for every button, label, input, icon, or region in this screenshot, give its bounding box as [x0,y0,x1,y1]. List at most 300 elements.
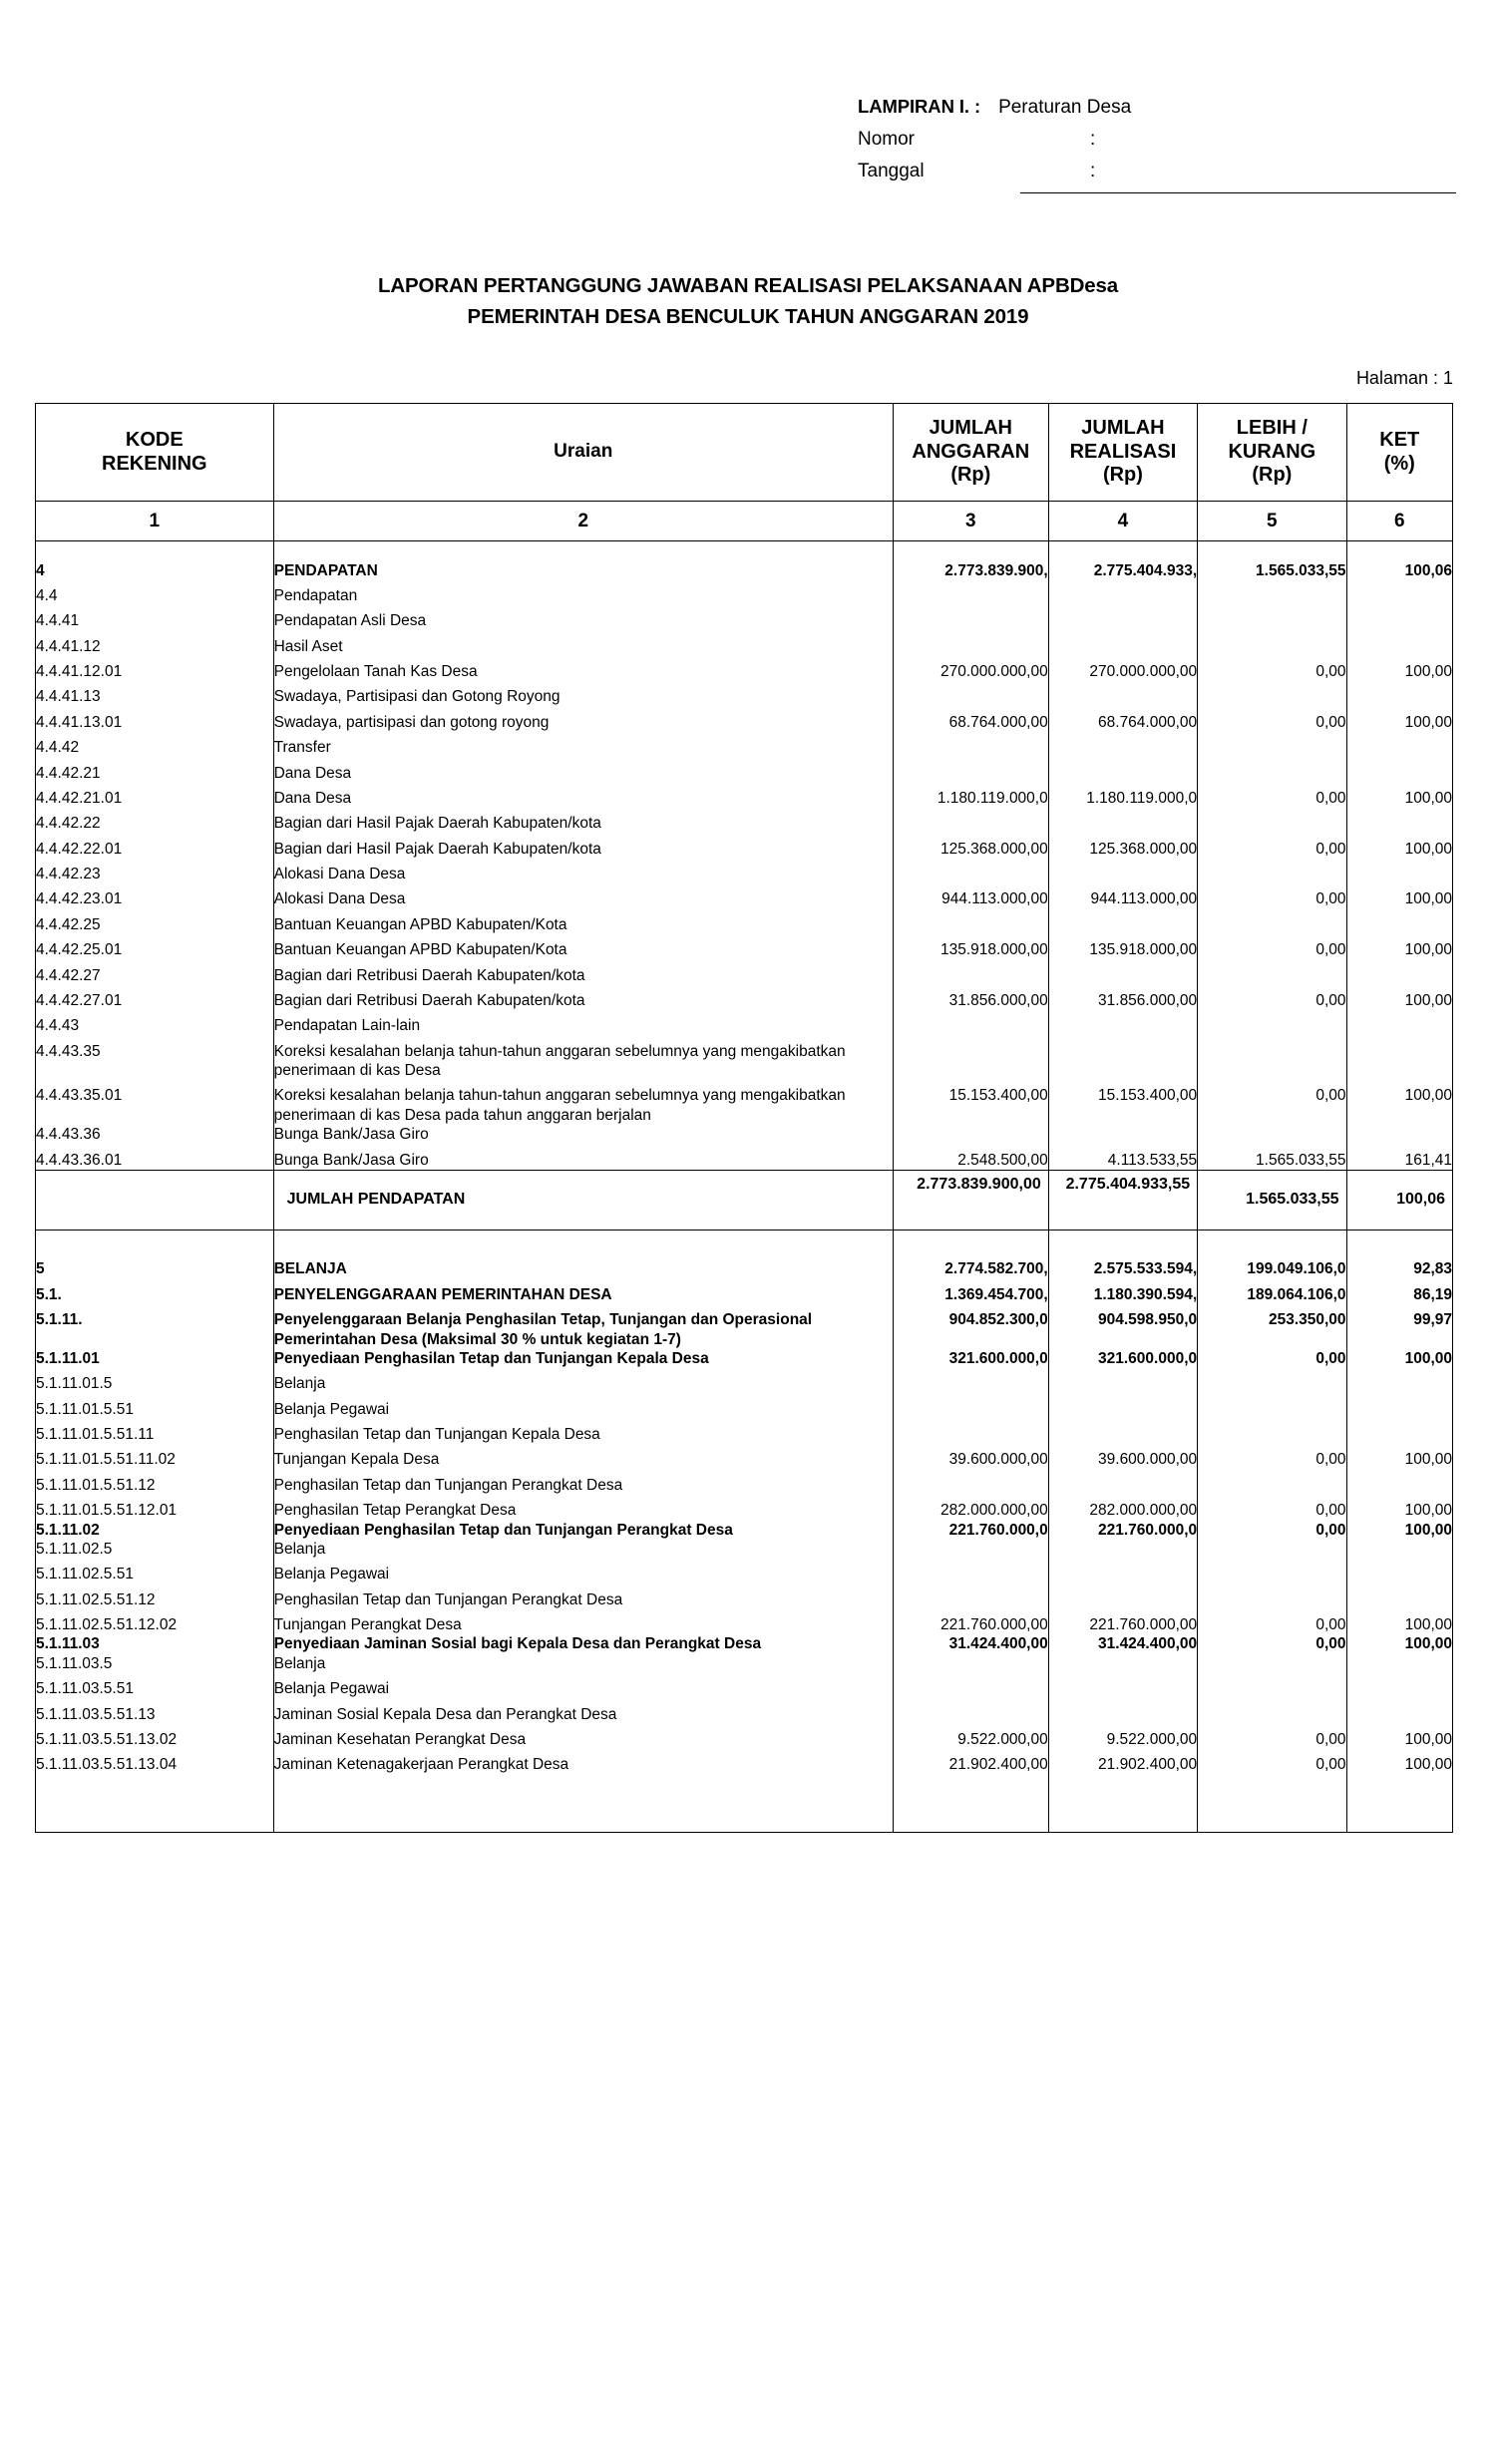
cell-ket-persen: 100,00 [1346,1080,1452,1125]
lampiran-label: LAMPIRAN I. : [858,96,981,117]
cell-jumlah-anggaran: 125.368.000,00 [893,834,1048,859]
cell-uraian: Pengelolaan Tanah Kas Desa [273,656,893,681]
cell-jumlah-realisasi [1048,960,1197,985]
cell-kode-rekening: 5.1.11.02.5.51.12 [36,1584,274,1609]
cell-kode-rekening: 5.1.11.02.5.51.12.02 [36,1609,274,1634]
cell-uraian: Bagian dari Hasil Pajak Daerah Kabupaten/kota [273,808,893,833]
cell-jumlah-anggaran [893,681,1048,706]
cell-ket-persen [1346,580,1452,605]
cell-kode-rekening: 4.4.42.25.01 [36,934,274,959]
cell-kode-rekening: 4.4.42.27.01 [36,985,274,1010]
cell-lebih-kurang: 0,00 [1198,707,1346,732]
cell-lebih-kurang [1198,605,1346,630]
cell-jumlah-anggaran: 21.902.400,00 [893,1749,1048,1774]
report-title-line-2: PEMERINTAH DESA BENCULUK TAHUN ANGGARAN 2019 [467,304,1029,328]
cell-ket-persen [1346,909,1452,934]
cell-lebih-kurang [1198,758,1346,783]
cell-uraian: Dana Desa [273,783,893,808]
cell-uraian: Penyediaan Jaminan Sosial bagi Kepala Desa dan Perangkat Desa [273,1634,893,1653]
cell-uraian: Jaminan Kesehatan Perangkat Desa [273,1724,893,1749]
col-number-4: 4 [1048,502,1197,541]
cell-jumlah-realisasi: 270.000.000,00 [1048,656,1197,681]
cell-uraian: Pendapatan Lain-lain [273,1010,893,1035]
cell-jumlah-anggaran [893,605,1048,630]
cell-uraian: Hasil Aset [273,631,893,656]
table-row [36,859,1453,883]
cell-kode-rekening: 4.4.43.35.01 [36,1080,274,1125]
cell-ket-persen: 100,00 [1346,834,1452,859]
cell-jumlah-anggaran [893,1584,1048,1609]
cell-uraian: Swadaya, Partisipasi dan Gotong Royong [273,681,893,706]
cell-jumlah-realisasi [1048,1125,1197,1144]
cell-jumlah-anggaran [893,1010,1048,1035]
cell-uraian: Penyediaan Penghasilan Tetap dan Tunjangan Perangkat Desa [273,1521,893,1540]
cell-lebih-kurang [1198,1540,1346,1559]
cell-jumlah-anggaran: 221.760.000,00 [893,1609,1048,1634]
cell-lebih-kurang: 0,00 [1198,1724,1346,1749]
table-body [36,541,1453,1833]
cell-uraian: Pendapatan [273,580,893,605]
table-row [36,1559,1453,1584]
cell-kode-rekening: 5.1.11.03.5 [36,1654,274,1673]
cell-ket-persen: 100,00 [1346,783,1452,808]
table-spacer-row [36,541,1453,555]
lebih-line3: (Rp) [1252,464,1293,487]
cell-lebih-kurang [1198,1010,1346,1035]
cell-kode-rekening: 4.4.41.12.01 [36,656,274,681]
table-row [36,1724,1453,1749]
cell-jumlah-realisasi: 904.598.950,0 [1048,1304,1197,1349]
cell-ket-persen [1346,859,1452,883]
cell-jumlah-realisasi: 282.000.000,00 [1048,1495,1197,1520]
table-row [36,1584,1453,1609]
table-row [36,1145,1453,1171]
cell-jumlah-realisasi [1048,909,1197,934]
cell-jumlah-anggaran: 15.153.400,00 [893,1080,1048,1125]
cell-kode-rekening: 5.1.11.02.5 [36,1540,274,1559]
cell-jumlah-realisasi: 944.113.000,00 [1048,883,1197,908]
cell-lebih-kurang [1198,1368,1346,1393]
cell-kode-rekening: 4.4.42.23 [36,859,274,883]
cell-jumlah-anggaran [893,1654,1048,1673]
cell-uraian: Alokasi Dana Desa [273,859,893,883]
table-row [36,1349,1453,1368]
nomor-colon: : [1090,129,1096,150]
table-row [36,1394,1453,1419]
realisasi-line2: REALISASI [1069,440,1177,463]
cell-kode-rekening: 5.1.11.03 [36,1634,274,1653]
cell-ket-persen [1346,808,1452,833]
cell-kode-rekening: 4.4.42.23.01 [36,883,274,908]
cell-uraian: Jaminan Ketenagakerjaan Perangkat Desa [273,1749,893,1774]
cell-kode-rekening: 4.4.43.35 [36,1036,274,1081]
cell-jumlah-realisasi [1048,758,1197,783]
cell-jumlah-realisasi [1048,1654,1197,1673]
cell-lebih-kurang: 0,00 [1198,1609,1346,1634]
cell-total-uraian: JUMLAH PENDAPATAN [273,1170,893,1230]
table-row [36,1749,1453,1774]
cell-ket-persen [1346,631,1452,656]
cell-ket-persen [1346,681,1452,706]
cell-lebih-kurang [1198,1654,1346,1673]
cell-jumlah-anggaran [893,909,1048,934]
cell-uraian: PENYELENGGARAAN PEMERINTAHAN DESA [273,1279,893,1304]
cell-ket-persen [1346,1419,1452,1444]
cell-lebih-kurang: 0,00 [1198,1749,1346,1774]
cell-lebih-kurang [1198,1673,1346,1698]
col-number-6: 6 [1346,502,1452,541]
cell-lebih-kurang: 0,00 [1198,934,1346,959]
cell-jumlah-realisasi: 68.764.000,00 [1048,707,1197,732]
cell-lebih-kurang: 0,00 [1198,656,1346,681]
cell-uraian: Pendapatan Asli Desa [273,605,893,630]
cell-uraian: Belanja [273,1540,893,1559]
cell-jumlah-anggaran: 221.760.000,0 [893,1521,1048,1540]
cell-uraian: Transfer [273,732,893,757]
cell-uraian: Belanja Pegawai [273,1559,893,1584]
cell-kode-rekening: 5.1. [36,1279,274,1304]
lampiran-row [858,98,1456,117]
cell-jumlah-realisasi [1048,1559,1197,1584]
table-row [36,985,1453,1010]
cell-total-kode [36,1170,274,1230]
cell-jumlah-realisasi [1048,1699,1197,1724]
cell-ket-persen [1346,605,1452,630]
cell-lebih-kurang: 0,00 [1198,883,1346,908]
cell-kode-rekening: 4.4.43.36 [36,1125,274,1144]
table-column-number-row [36,502,1453,541]
cell-uraian: Jaminan Sosial Kepala Desa dan Perangkat Desa [273,1699,893,1724]
table-row [36,1125,1453,1144]
cell-uraian: Penghasilan Tetap dan Tunjangan Kepala Desa [273,1419,893,1444]
cell-ket-persen: 161,41 [1346,1145,1452,1171]
table-row [36,1540,1453,1559]
cell-jumlah-realisasi [1048,1540,1197,1559]
cell-jumlah-realisasi [1048,732,1197,757]
table-total-row [36,1170,1453,1230]
table-row [36,1654,1453,1673]
table-row [36,681,1453,706]
cell-kode-rekening: 4.4.42.27 [36,960,274,985]
table-row [36,656,1453,681]
cell-jumlah-anggaran [893,732,1048,757]
cell-jumlah-realisasi: 135.918.000,00 [1048,934,1197,959]
cell-uraian: PENDAPATAN [273,555,893,580]
document-header-block [858,98,1456,193]
cell-uraian: Bagian dari Retribusi Daerah Kabupaten/kota [273,985,893,1010]
cell-kode-rekening: 5.1.11.01 [36,1349,274,1368]
cell-total-ket-persen: 100,06 [1346,1170,1452,1230]
cell-jumlah-anggaran [893,1540,1048,1559]
table-row [36,1634,1453,1653]
cell-jumlah-anggaran: 2.774.582.700, [893,1253,1048,1278]
cell-ket-persen [1346,1470,1452,1495]
table-row [36,555,1453,580]
cell-lebih-kurang: 0,00 [1198,1080,1346,1125]
cell-jumlah-realisasi: 321.600.000,0 [1048,1349,1197,1368]
cell-lebih-kurang [1198,631,1346,656]
table-row [36,909,1453,934]
cell-ket-persen [1346,1699,1452,1724]
cell-jumlah-realisasi [1048,1036,1197,1081]
cell-uraian: Penyelenggaraan Belanja Penghasilan Tetap, Tunjangan dan Operasional Pemerintahan Desa (Maksimal 30 % untuk kegiatan 1-7) [273,1304,893,1349]
cell-jumlah-anggaran [893,1559,1048,1584]
col-header-ket [1346,404,1452,502]
cell-kode-rekening: 4.4.41.12 [36,631,274,656]
cell-kode-rekening: 5.1.11.03.5.51.13 [36,1699,274,1724]
lebih-line1: LEBIH / [1236,417,1308,440]
col-header-uraian: Uraian [273,404,893,502]
col-header-lebih-kurang [1198,404,1346,502]
cell-jumlah-realisasi: 1.180.119.000,0 [1048,783,1197,808]
cell-jumlah-realisasi: 31.856.000,00 [1048,985,1197,1010]
cell-jumlah-realisasi: 2.575.533.594, [1048,1253,1197,1278]
table-row [36,960,1453,985]
table-row [36,1368,1453,1393]
cell-uraian: Penghasilan Tetap dan Tunjangan Perangkat Desa [273,1470,893,1495]
cell-lebih-kurang [1198,1559,1346,1584]
cell-kode-rekening: 5.1.11.02 [36,1521,274,1540]
cell-jumlah-anggaran [893,1470,1048,1495]
cell-jumlah-anggaran [893,808,1048,833]
cell-uraian: Penyediaan Penghasilan Tetap dan Tunjangan Kepala Desa [273,1349,893,1368]
cell-ket-persen [1346,1654,1452,1673]
cell-ket-persen [1346,1673,1452,1698]
table-row [36,1304,1453,1349]
table-row [36,1495,1453,1520]
table-row [36,1521,1453,1540]
table-row [36,580,1453,605]
cell-ket-persen [1346,732,1452,757]
cell-uraian: Bantuan Keuangan APBD Kabupaten/Kota [273,909,893,934]
nomor-label: Nomor [858,129,916,150]
cell-lebih-kurang: 0,00 [1198,783,1346,808]
cell-jumlah-realisasi [1048,1394,1197,1419]
cell-lebih-kurang [1198,1699,1346,1724]
cell-kode-rekening: 5.1.11. [36,1304,274,1349]
cell-jumlah-realisasi [1048,681,1197,706]
cell-ket-persen: 100,00 [1346,985,1452,1010]
cell-jumlah-anggaran: 39.600.000,00 [893,1444,1048,1469]
cell-ket-persen: 99,97 [1346,1304,1452,1349]
cell-kode-rekening: 5.1.11.02.5.51 [36,1559,274,1584]
cell-ket-persen: 100,06 [1346,555,1452,580]
cell-kode-rekening: 4.4.43.36.01 [36,1145,274,1171]
cell-ket-persen [1346,1036,1452,1081]
cell-lebih-kurang: 0,00 [1198,1521,1346,1540]
cell-jumlah-anggaran [893,1368,1048,1393]
cell-kode-rekening: 4.4.43 [36,1010,274,1035]
anggaran-line1: JUMLAH [929,417,1012,440]
cell-jumlah-realisasi [1048,1584,1197,1609]
cell-lebih-kurang [1198,732,1346,757]
cell-lebih-kurang [1198,1394,1346,1419]
cell-kode-rekening: 5.1.11.01.5.51.11.02 [36,1444,274,1469]
cell-kode-rekening: 5.1.11.01.5.51.12 [36,1470,274,1495]
nomor-row [858,130,1456,149]
cell-kode-rekening: 5.1.11.01.5.51.12.01 [36,1495,274,1520]
cell-jumlah-realisasi: 2.775.404.933, [1048,555,1197,580]
cell-jumlah-realisasi [1048,580,1197,605]
realisasi-line3: (Rp) [1102,464,1143,487]
cell-uraian: Koreksi kesalahan belanja tahun-tahun anggaran sebelumnya yang mengakibatkan penerimaan di kas Desa pada tahun anggaran berjalan [273,1080,893,1125]
table-gap-row [36,1230,1453,1253]
cell-jumlah-realisasi: 4.113.533,55 [1048,1145,1197,1171]
cell-jumlah-realisasi: 125.368.000,00 [1048,834,1197,859]
cell-total-lebih-kurang: 1.565.033,55 [1198,1170,1346,1230]
cell-lebih-kurang [1198,1584,1346,1609]
cell-jumlah-realisasi [1048,1419,1197,1444]
table-tail-row [36,1775,1453,1833]
table-header-row [36,404,1453,502]
lebih-line2: KURANG [1228,440,1316,463]
table-row [36,1470,1453,1495]
cell-jumlah-anggaran: 2.548.500,00 [893,1145,1048,1171]
cell-kode-rekening: 5.1.11.03.5.51 [36,1673,274,1698]
cell-lebih-kurang [1198,681,1346,706]
cell-uraian: Bagian dari Hasil Pajak Daerah Kabupaten/kota [273,834,893,859]
table-row [36,605,1453,630]
cell-jumlah-anggaran [893,1699,1048,1724]
cell-lebih-kurang [1198,1125,1346,1144]
cell-ket-persen [1346,960,1452,985]
table-row [36,707,1453,732]
cell-jumlah-anggaran: 282.000.000,00 [893,1495,1048,1520]
cell-kode-rekening: 5.1.11.01.5.51 [36,1394,274,1419]
cell-jumlah-anggaran: 31.424.400,00 [893,1634,1048,1653]
cell-jumlah-anggaran: 1.180.119.000,0 [893,783,1048,808]
kode-rekening-line2: REKENING [102,452,207,475]
cell-lebih-kurang: 0,00 [1198,1495,1346,1520]
cell-kode-rekening: 4.4.42 [36,732,274,757]
cell-lebih-kurang: 199.049.106,0 [1198,1253,1346,1278]
cell-lebih-kurang [1198,1470,1346,1495]
cell-uraian: Belanja [273,1368,893,1393]
cell-lebih-kurang [1198,808,1346,833]
cell-lebih-kurang: 0,00 [1198,1444,1346,1469]
cell-uraian: Koreksi kesalahan belanja tahun-tahun anggaran sebelumnya yang mengakibatkan penerimaan di kas Desa [273,1036,893,1081]
col-header-jumlah-realisasi [1048,404,1197,502]
cell-uraian: Bunga Bank/Jasa Giro [273,1125,893,1144]
cell-jumlah-anggaran: 9.522.000,00 [893,1724,1048,1749]
cell-ket-persen: 100,00 [1346,1349,1452,1368]
table-row [36,631,1453,656]
cell-ket-persen: 100,00 [1346,1495,1452,1520]
cell-jumlah-realisasi: 1.180.390.594, [1048,1279,1197,1304]
table-row [36,732,1453,757]
cell-ket-persen: 100,00 [1346,1724,1452,1749]
cell-jumlah-realisasi: 221.760.000,0 [1048,1521,1197,1540]
cell-jumlah-anggaran: 1.369.454.700, [893,1279,1048,1304]
cell-kode-rekening: 5.1.11.03.5.51.13.04 [36,1749,274,1774]
cell-kode-rekening: 5 [36,1253,274,1278]
cell-jumlah-realisasi: 39.600.000,00 [1048,1444,1197,1469]
report-table [35,403,1453,1833]
cell-lebih-kurang: 0,00 [1198,1349,1346,1368]
cell-lebih-kurang: 1.565.033,55 [1198,555,1346,580]
cell-ket-persen: 100,00 [1346,934,1452,959]
cell-jumlah-realisasi [1048,631,1197,656]
cell-jumlah-realisasi [1048,808,1197,833]
kode-rekening-line1: KODE [125,428,184,451]
tanggal-label: Tanggal [858,161,925,181]
cell-uraian: Bantuan Keuangan APBD Kabupaten/Kota [273,934,893,959]
cell-jumlah-anggaran: 31.856.000,00 [893,985,1048,1010]
cell-ket-persen [1346,1125,1452,1144]
table-row [36,1419,1453,1444]
cell-jumlah-anggaran: 944.113.000,00 [893,883,1048,908]
lampiran-value: Peraturan Desa [998,97,1132,118]
ket-line2: (%) [1383,452,1415,475]
cell-kode-rekening: 4.4.42.25 [36,909,274,934]
cell-ket-persen: 100,00 [1346,1749,1452,1774]
anggaran-line3: (Rp) [950,464,991,487]
cell-jumlah-realisasi: 9.522.000,00 [1048,1724,1197,1749]
table-row [36,1253,1453,1278]
cell-uraian: Tunjangan Perangkat Desa [273,1609,893,1634]
cell-uraian: Alokasi Dana Desa [273,883,893,908]
cell-jumlah-anggaran [893,859,1048,883]
cell-lebih-kurang [1198,960,1346,985]
cell-jumlah-anggaran: 904.852.300,0 [893,1304,1048,1349]
cell-jumlah-anggaran [893,1673,1048,1698]
header-underline [1020,192,1456,193]
cell-lebih-kurang: 253.350,00 [1198,1304,1346,1349]
cell-lebih-kurang: 0,00 [1198,1634,1346,1653]
cell-uraian: Bagian dari Retribusi Daerah Kabupaten/kota [273,960,893,985]
table-row [36,1010,1453,1035]
cell-lebih-kurang: 0,00 [1198,985,1346,1010]
anggaran-line2: ANGGARAN [912,440,1030,463]
cell-ket-persen: 100,00 [1346,656,1452,681]
cell-ket-persen: 100,00 [1346,1444,1452,1469]
tanggal-row [858,162,1456,180]
cell-jumlah-realisasi: 31.424.400,00 [1048,1634,1197,1653]
table-head [36,404,1453,541]
tanggal-colon: : [1090,161,1096,181]
cell-jumlah-realisasi [1048,1470,1197,1495]
table-row [36,1673,1453,1698]
cell-ket-persen [1346,1368,1452,1393]
cell-ket-persen: 86,19 [1346,1279,1452,1304]
cell-jumlah-anggaran: 321.600.000,0 [893,1349,1048,1368]
cell-uraian: Penghasilan Tetap Perangkat Desa [273,1495,893,1520]
cell-ket-persen: 92,83 [1346,1253,1452,1278]
cell-jumlah-anggaran: 2.773.839.900, [893,555,1048,580]
cell-lebih-kurang: 189.064.106,0 [1198,1279,1346,1304]
table-row [36,758,1453,783]
cell-uraian: Belanja Pegawai [273,1673,893,1698]
table-row [36,808,1453,833]
cell-ket-persen [1346,758,1452,783]
table-row [36,783,1453,808]
cell-uraian: Penghasilan Tetap dan Tunjangan Perangkat Desa [273,1584,893,1609]
cell-ket-persen: 100,00 [1346,707,1452,732]
cell-lebih-kurang [1198,859,1346,883]
cell-jumlah-anggaran [893,960,1048,985]
cell-lebih-kurang: 0,00 [1198,834,1346,859]
realisasi-line1: JUMLAH [1081,417,1165,440]
cell-jumlah-realisasi: 21.902.400,00 [1048,1749,1197,1774]
table-row [36,1609,1453,1634]
cell-kode-rekening: 4.4.41.13.01 [36,707,274,732]
cell-jumlah-realisasi [1048,605,1197,630]
col-number-3: 3 [893,502,1048,541]
cell-jumlah-anggaran: 135.918.000,00 [893,934,1048,959]
cell-jumlah-anggaran [893,1419,1048,1444]
cell-jumlah-realisasi: 221.760.000,00 [1048,1609,1197,1634]
cell-uraian: Belanja [273,1654,893,1673]
